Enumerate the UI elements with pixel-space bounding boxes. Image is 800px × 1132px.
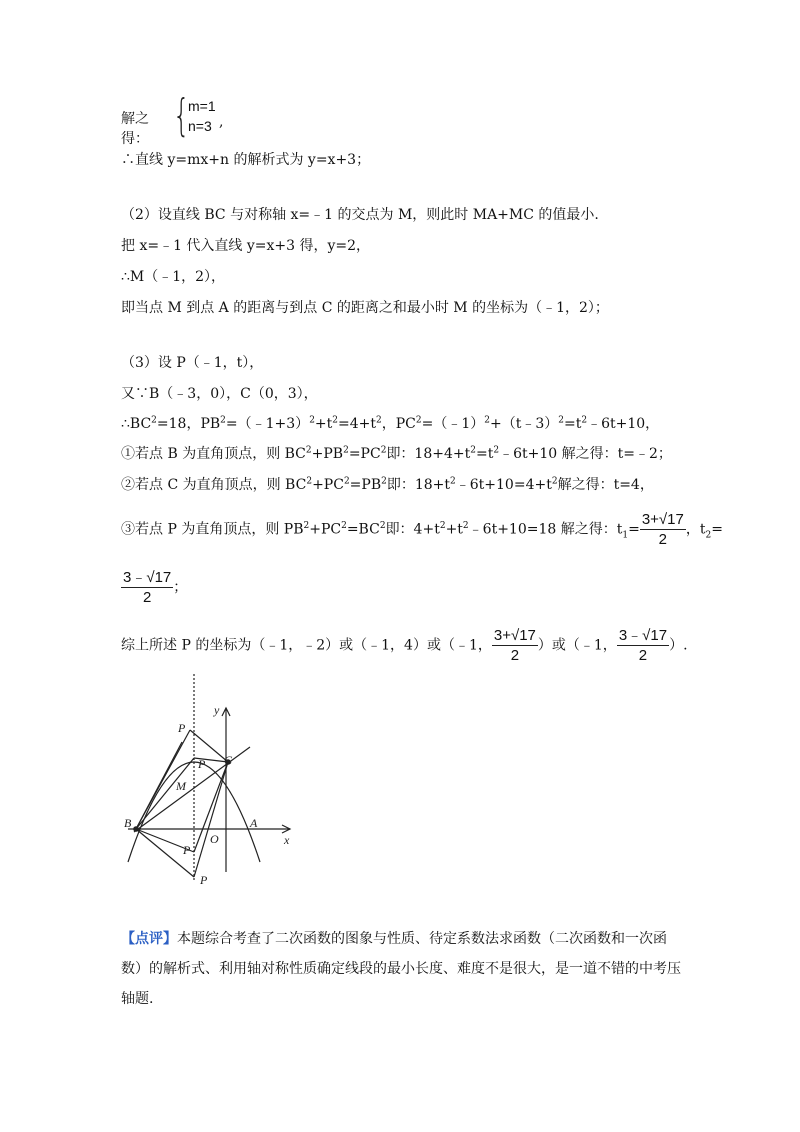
denominator: 2 — [510, 647, 520, 664]
exp: 2 — [551, 476, 558, 487]
fraction-plus — [492, 626, 538, 665]
seg-p1c — [190, 730, 228, 762]
equation-n: n=3 — [188, 118, 212, 134]
t: ﹣6t+10=4+t — [455, 477, 552, 493]
t: ﹣6t+10， — [587, 416, 660, 432]
line-result: ∴直线 y=mx+n 的解析式为 y=x+3； — [121, 152, 371, 168]
t: 解之得：t=4， — [557, 477, 654, 493]
t: ，PC — [381, 416, 416, 432]
label-c: C — [224, 753, 233, 767]
t: ，t — [685, 521, 706, 538]
part2-line3: ∴M（﹣1，2）， — [121, 269, 226, 285]
t: +t — [314, 416, 333, 432]
t: 综上所述 P 的坐标为（﹣1，﹣2）或（﹣1，4）或（﹣1， — [121, 637, 492, 654]
t2-value — [121, 568, 187, 607]
denominator: 2 — [142, 589, 152, 606]
numerator: 3+√17 — [493, 627, 536, 644]
fraction-minus — [121, 568, 173, 607]
exp: 2 — [305, 445, 312, 456]
seg-p4c — [194, 762, 228, 877]
exp: 2 — [381, 476, 387, 487]
t: ②若点 C 为直角顶点，则 BC — [121, 477, 307, 493]
exp: 2 — [151, 415, 157, 426]
case-c — [121, 475, 654, 495]
exp: 2 — [415, 415, 422, 426]
t: ； — [173, 579, 188, 596]
exp: 2 — [470, 445, 476, 456]
seg-bp2 — [136, 758, 194, 829]
case-p — [121, 510, 723, 549]
t: ﹣6t+10 解之得：t=﹣2； — [499, 446, 672, 462]
numerator: 3+√17 — [641, 511, 684, 528]
t: 即：18+t — [386, 477, 451, 493]
label-y: y — [214, 703, 220, 717]
fraction-plus — [640, 510, 686, 549]
system-comma: , — [219, 114, 224, 130]
t: =PB — [349, 477, 382, 493]
t: =4+t — [338, 416, 377, 432]
exp: 2 — [462, 520, 469, 531]
label-b: B — [124, 816, 132, 830]
label-x: x — [284, 833, 290, 847]
exp: 2 — [306, 476, 313, 487]
exp: 2 — [558, 415, 564, 426]
t: ﹣6t+10=18 解之得：t — [468, 521, 623, 538]
denominator: 2 — [638, 647, 648, 664]
label-p3: P — [183, 843, 191, 857]
t: =t — [564, 416, 582, 432]
point-b — [134, 827, 138, 831]
label-o: O — [210, 832, 219, 846]
numerator: 3﹣√17 — [618, 627, 668, 644]
exp: 2 — [332, 415, 339, 426]
t: =PC — [348, 446, 381, 462]
exp: 2 — [484, 415, 490, 426]
t: = — [628, 521, 640, 538]
part3-line2: 又∵B（﹣3，0），C（0，3）， — [121, 386, 318, 402]
exp: 2 — [493, 445, 500, 456]
comment-block — [121, 924, 681, 1014]
t: =t — [475, 446, 494, 462]
t: = — [711, 521, 723, 538]
comment-tag: 【点评】 — [121, 931, 177, 947]
t: ）或（﹣1， — [537, 637, 617, 654]
fraction-minus — [617, 626, 669, 665]
geometry-figure — [120, 672, 300, 887]
label-p4: P — [200, 873, 208, 887]
sub: 2 — [705, 530, 712, 541]
label-m: M — [176, 779, 186, 793]
exp: 2 — [376, 415, 382, 426]
t: =（﹣1） — [421, 416, 485, 432]
t: =BC — [346, 521, 380, 538]
exp: 2 — [309, 415, 315, 426]
t: =18，PB — [156, 416, 221, 432]
exp: 2 — [581, 415, 588, 426]
comment-text: 本题综合考查了二次函数的图象与性质、待定系数法求函数（二次函数和一次函数）的解析式、利用轴对称性质确定线段的最小长度、难度不是很大，是一道不错的中考压轴题. — [121, 931, 681, 1007]
label-a: A — [250, 816, 258, 830]
t: +t — [445, 521, 463, 538]
exp: 2 — [343, 476, 350, 487]
part2-line2: 把 x=﹣1 代入直线 y=x+3 得，y=2， — [121, 238, 371, 254]
label-p1: P — [178, 721, 186, 735]
t: ①若点 B 为直角顶点，则 BC — [121, 446, 306, 462]
t: ∴BC — [121, 416, 152, 432]
t: =（﹣1+3） — [225, 416, 310, 432]
t: +PB — [311, 446, 344, 462]
label-p2: P — [198, 757, 206, 771]
system-lead: 解之得： — [121, 111, 149, 147]
part3-line3 — [121, 414, 659, 434]
t: 即：18+4+t — [386, 446, 471, 462]
t: ③若点 P 为直角顶点，则 PB — [121, 521, 304, 538]
part3-line1: （3）设 P（﹣1，t）， — [121, 355, 264, 371]
exp: 2 — [341, 520, 347, 531]
equation-m: m=1 — [188, 98, 216, 114]
exp: 2 — [380, 445, 387, 456]
sub: 1 — [622, 530, 629, 541]
t: ）. — [669, 637, 688, 654]
numerator: 3﹣√17 — [123, 569, 172, 586]
part2-line4: 即当点 M 到点 A 的距离与到点 C 的距离之和最小时 M 的坐标为（﹣1，2）； — [121, 300, 609, 316]
case-b — [121, 444, 672, 464]
exp: 2 — [379, 520, 386, 531]
exp: 2 — [303, 520, 310, 531]
left-brace: { — [173, 90, 190, 141]
t: +PC — [309, 521, 342, 538]
part2-line1: （2）设直线 BC 与对称轴 x=﹣1 的交点为 M，则此时 MA+MC 的值最小. — [121, 207, 599, 223]
exp: 2 — [450, 476, 456, 487]
denominator: 2 — [658, 531, 668, 548]
exp: 2 — [220, 415, 226, 426]
t: +PC — [312, 477, 344, 493]
t: 即：4+t — [385, 521, 440, 538]
summary-line — [121, 626, 688, 665]
t: +（t﹣3） — [490, 416, 559, 432]
exp: 2 — [439, 520, 446, 531]
exp: 2 — [343, 445, 349, 456]
